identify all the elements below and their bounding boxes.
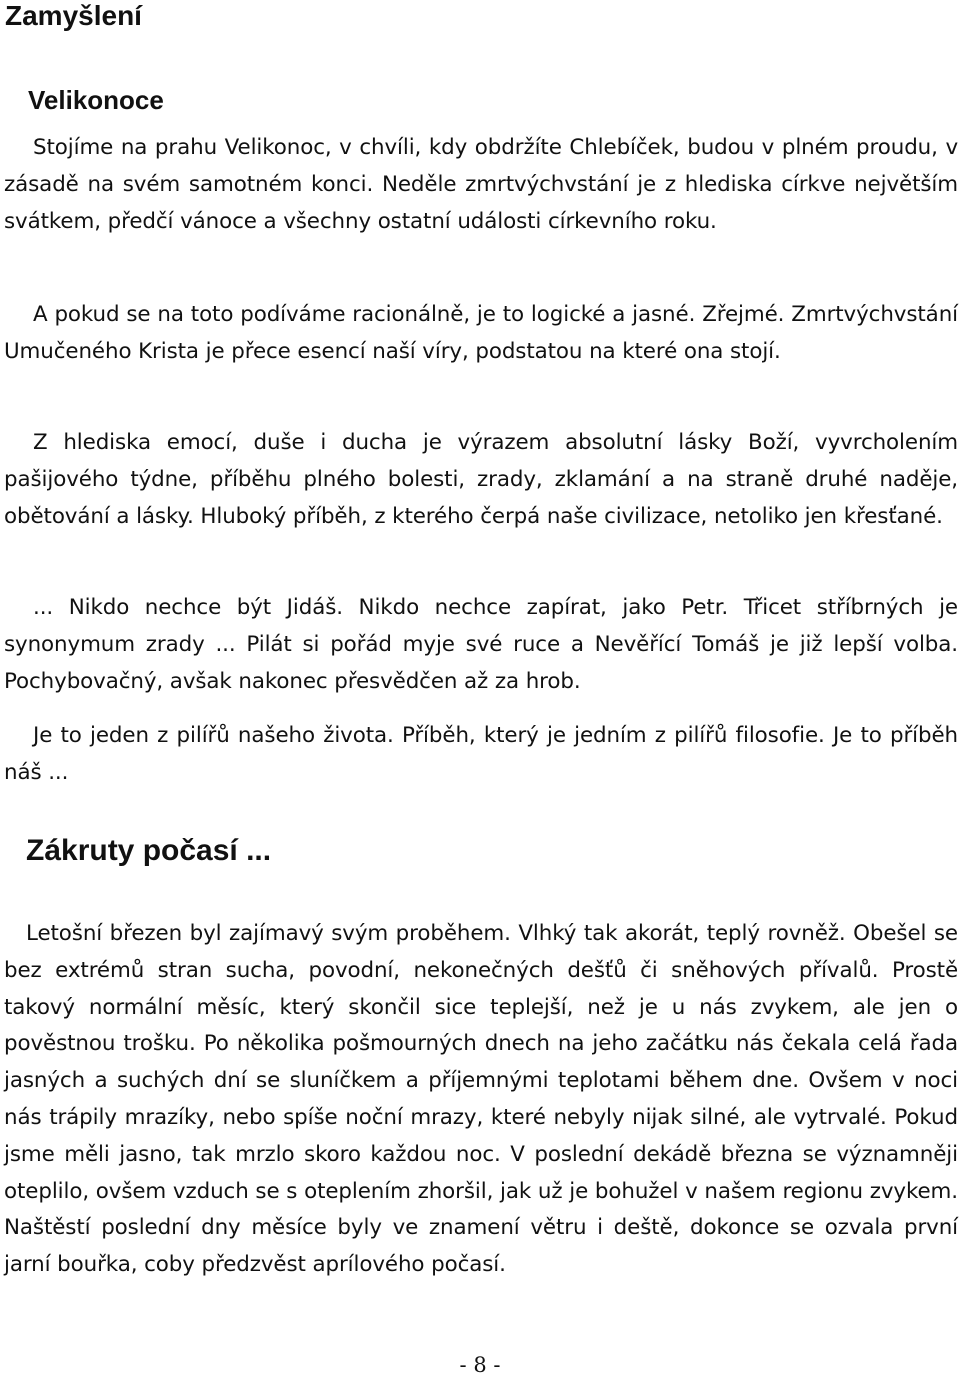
page-number: - 8 - bbox=[459, 1353, 501, 1377]
paragraph: Stojíme na prahu Velikonoc, v chvíli, kdy obdržíte Chlebíček, budou v plném proudu, v zásadě na svém samotném konci. Neděle zmrtvýchvstání je z hlediska církve největším svátkem, předčí vánoce a všechny ostatní události církevního roku. bbox=[4, 135, 958, 234]
paragraph: Letošní březen byl zajímavý svým proběhem. Vlhký tak akorát, teplý rovněž. Obešel se bez extrémů stran sucha, povodní, nekonečných dešťů či sněhových přívalů. Prostě takový normální měsíc, který skončil sice teplejší, než je u nás zvykem, ale jen o pověstnou trošku. Po několika pošmourných dnech na jeho začátku nás čekala celá řada jasných a suchých dní se sluníčkem a příjemnými teplotami během dne. Ovšem v noci nás trápily mrazíky, nebo spíše noční mrazy, které nebyly nijak silné, ale vytrvalé. Pokud jsme měli jasno, tak mrzlo skoro každou noc. V poslední dekádě března se významněji oteplilo, ovšem vzduch se s oteplením zhoršil, jak už je bohužel v našem regionu zvykem. Naštěstí poslední dny měsíce byly ve znamení větru i deště, dokonce se ozvala první jarní bouřka, coby předzvěst aprílového počasí. bbox=[4, 921, 958, 1278]
section-heading-pocasi: Zákruty počasí ... bbox=[26, 834, 272, 867]
section-heading-velikonoce: Velikonoce bbox=[28, 85, 164, 115]
paragraph: A pokud se na toto podíváme racionálně, je to logické a jasné. Zřejmé. Zmrtvýchvstání Umučeného Krista je přece esencí naší víry, podstatou na které ona stojí. bbox=[4, 302, 958, 364]
paragraph: Z hlediska emocí, duše i ducha je výrazem absolutní lásky Boží, vyvrcholením pašijového týdne, příběhu plného bolesti, zrady, zklamání a na straně druhé naděje, obětování a lásky. Hluboký příběh, z kterého čerpá naše civilizace, netoliko jen křesťané. bbox=[4, 430, 958, 529]
paragraph: ... Nikdo nechce být Jidáš. Nikdo nechce zapírat, jako Petr. Třicet stříbrných je synonymum zrady ... Pilát si pořád myje své ruce a Nevěřící Tomáš je již lepší volba. Pochybovačný, avšak nakonec přesvědčen až za hrob. bbox=[4, 595, 958, 694]
page-title: Zamyšlení bbox=[5, 0, 142, 31]
paragraph: Je to jeden z pilířů našeho života. Příběh, který je jedním z pilířů filosofie. Je to příběh náš ... bbox=[4, 723, 958, 785]
